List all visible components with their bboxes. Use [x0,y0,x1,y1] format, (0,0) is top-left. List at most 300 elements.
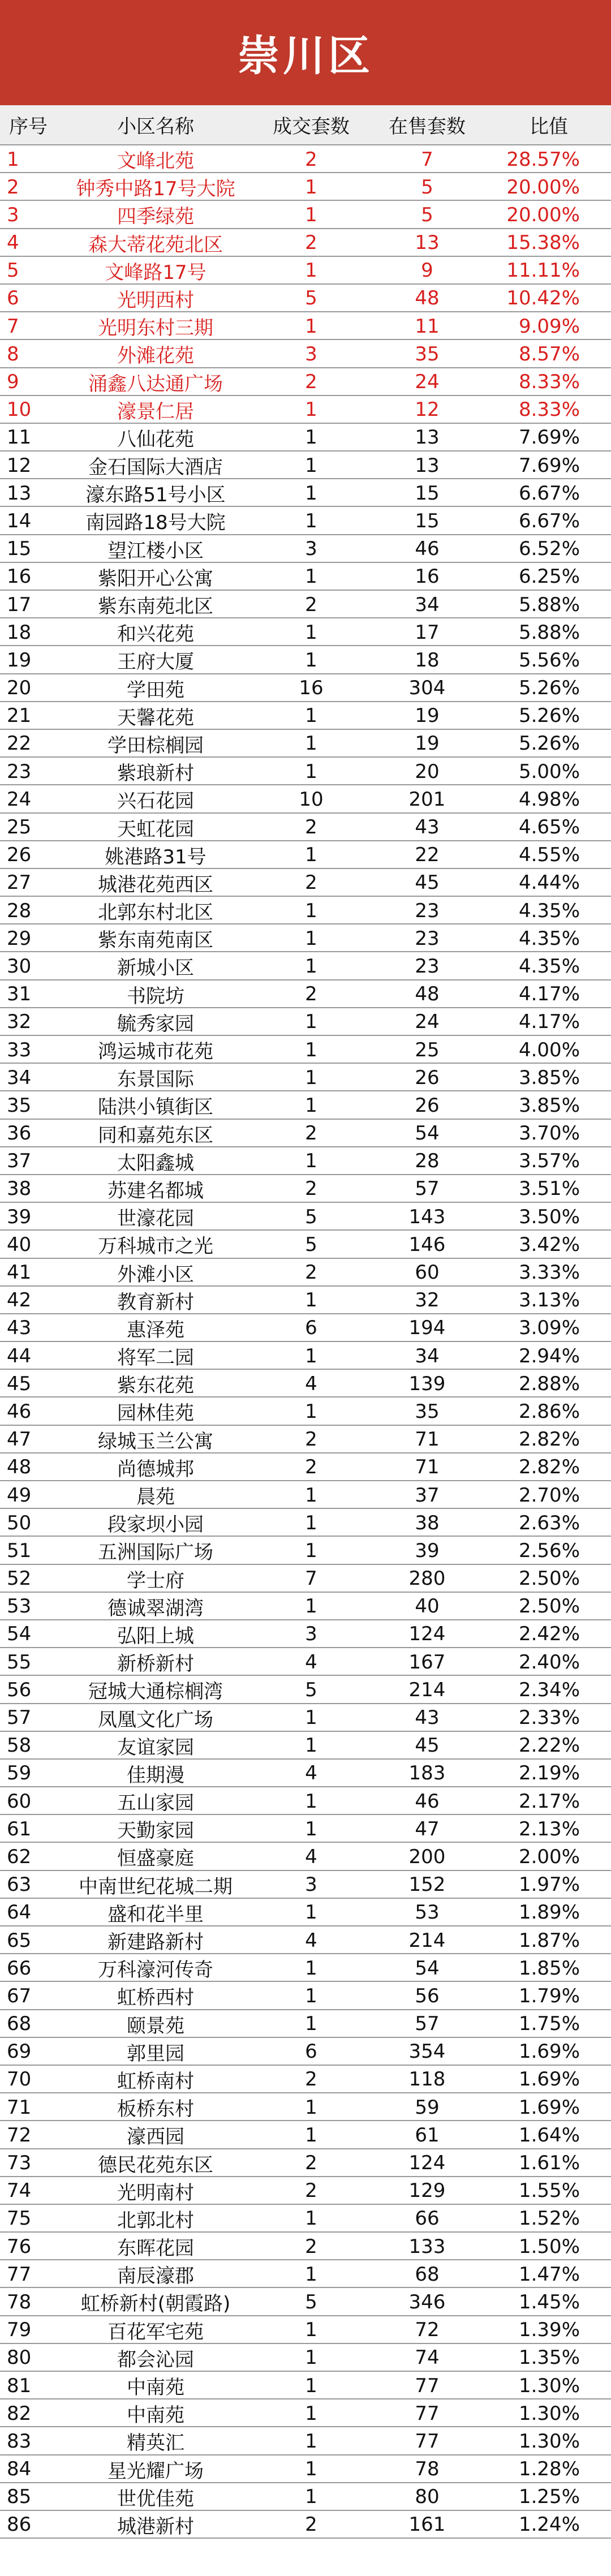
cell-deals: 1 [305,1790,317,1813]
cell-index: 70 [7,2068,32,2091]
table-row [0,201,611,229]
cell-deals: 16 [299,677,324,700]
cell-index: 77 [7,2263,32,2286]
table-row [0,451,611,479]
cell-community-name: 颐景苑 [127,2014,184,2037]
cell-index: 53 [7,1595,32,1618]
cell-ratio: 6.67% [518,509,580,532]
cell-listings: 57 [415,1177,440,1201]
cell-index: 39 [7,1205,32,1228]
cell-deals: 2 [305,231,317,255]
cell-community-name: 书院坊 [127,984,184,1008]
cell-ratio: 2.82% [518,1428,580,1451]
cell-deals: 1 [305,927,317,950]
cell-ratio: 3.85% [518,1066,580,1089]
cell-deals: 1 [305,1010,317,1034]
cell-ratio: 2.88% [518,1372,580,1395]
table-row [0,2038,611,2066]
cell-community-name: 郭里园 [127,2042,184,2065]
cell-listings: 20 [415,760,440,783]
table-row [0,173,611,201]
cell-community-name: 新桥新村 [117,1653,194,1676]
cell-community-name: 城港新村 [117,2515,194,2538]
cell-listings: 24 [415,371,440,393]
cell-index: 41 [7,1261,32,1284]
cell-deals: 5 [305,287,317,310]
table-row [0,2288,611,2316]
cell-index: 45 [7,1372,32,1395]
cell-listings: 34 [415,593,440,616]
table-row [0,1899,611,1926]
header-index: 序号 [9,115,48,138]
cell-community-name: 文峰路17号 [105,261,206,284]
table-row [0,758,611,785]
cell-ratio: 2.00% [518,1845,580,1868]
cell-deals: 1 [305,1066,317,1089]
cell-listings: 66 [415,2207,440,2230]
table-row [0,424,611,451]
table-row [0,2093,611,2121]
cell-deals: 1 [305,203,317,226]
cell-deals: 7 [305,1567,317,1590]
cell-index: 47 [7,1428,32,1451]
header-listings: 在售套数 [389,115,466,138]
cell-community-name: 新建路新村 [107,1931,204,1954]
cell-index: 62 [7,1845,32,1868]
cell-community-name: 和兴花苑 [117,623,194,646]
cell-community-name: 东景国际 [117,1068,194,1091]
cell-community-name: 光明南村 [117,2181,194,2204]
table-row [0,1287,611,1314]
table-row [0,618,611,646]
cell-listings: 80 [415,2485,440,2509]
cell-index: 80 [7,2346,32,2369]
cell-deals: 5 [305,1205,317,1228]
cell-ratio: 20.00% [506,203,580,226]
table-row [0,591,611,618]
cell-deals: 1 [305,426,317,449]
cell-ratio: 3.85% [518,1094,580,1117]
cell-listings: 11 [415,315,440,338]
cell-listings: 346 [408,2290,446,2313]
cell-deals: 1 [305,844,317,867]
cell-deals: 4 [305,1650,317,1674]
table-row [0,1091,611,1119]
cell-community-name: 万科濠河传奇 [98,1959,213,1982]
cell-community-name: 盛和花半里 [107,1903,204,1926]
header-community-name: 小区名称 [117,115,194,138]
cell-listings: 194 [408,1317,446,1340]
cell-deals: 4 [305,1929,317,1952]
cell-index: 64 [7,1901,32,1924]
table-row [0,869,611,897]
table-body [0,145,611,2539]
cell-index: 67 [7,1984,32,2007]
cell-deals: 1 [305,481,317,505]
table-row [0,1648,611,1676]
cell-index: 1 [7,148,19,171]
cell-index: 23 [7,760,32,783]
table-row [0,340,611,368]
cell-index: 21 [7,704,32,728]
cell-deals: 1 [305,648,317,672]
table-row [0,1453,611,1481]
cell-community-name: 虹桥西村 [117,1986,194,2010]
cell-deals: 5 [305,1233,317,1256]
cell-deals: 1 [305,1706,317,1729]
cell-index: 46 [7,1400,32,1423]
cell-deals: 2 [305,2179,317,2203]
table-row [0,145,611,173]
cell-index: 84 [7,2458,32,2481]
table-row [0,563,611,591]
cell-listings: 61 [415,2123,440,2147]
cell-ratio: 4.00% [518,1038,580,1061]
cell-ratio: 5.88% [518,621,580,644]
cell-listings: 37 [415,1483,440,1507]
cell-listings: 15 [415,481,440,505]
cell-community-name: 中南世纪花城二期 [79,1875,233,1898]
cell-listings: 35 [415,1400,440,1423]
header-ratio: 比值 [530,115,568,138]
cell-index: 35 [7,1094,32,1117]
cell-community-name: 北郭东村北区 [98,901,213,924]
cell-index: 24 [7,788,32,811]
cell-ratio: 5.26% [518,677,580,700]
cell-index: 60 [7,1790,32,1813]
table-row [0,1537,611,1564]
cell-community-name: 五山家园 [117,1792,194,1815]
cell-deals: 2 [305,148,317,171]
cell-ratio: 5.00% [518,760,580,783]
cell-community-name: 精英汇 [127,2432,184,2455]
cell-listings: 71 [415,1428,440,1451]
cell-deals: 3 [305,537,317,561]
cell-index: 65 [7,1929,32,1952]
cell-listings: 54 [415,1122,440,1145]
cell-community-name: 文峰北苑 [117,150,194,173]
cell-deals: 6 [305,2040,317,2063]
cell-deals: 5 [305,2290,317,2313]
cell-listings: 19 [415,704,440,728]
cell-community-name: 鸿运城市花苑 [98,1040,213,1063]
cell-community-name: 涌鑫八达通广场 [88,372,223,395]
cell-index: 56 [7,1678,32,1701]
cell-community-name: 德诚翠湖湾 [107,1597,204,1620]
cell-community-name: 弘阳上城 [117,1624,194,1648]
cell-index: 7 [7,315,19,338]
table-row [0,1008,611,1036]
cell-community-name: 友谊家园 [117,1736,194,1759]
cell-ratio: 5.26% [518,732,580,755]
cell-ratio: 3.42% [518,1233,580,1256]
cell-community-name: 天虹花园 [117,818,194,841]
cell-deals: 1 [305,1344,317,1367]
table-row [0,1760,611,1787]
cell-deals: 1 [305,1038,317,1061]
cell-index: 9 [7,371,19,393]
cell-ratio: 4.17% [518,983,580,1006]
cell-deals: 2 [305,983,317,1006]
cell-ratio: 4.98% [518,788,580,811]
cell-community-name: 万科城市之光 [98,1235,213,1258]
cell-listings: 35 [415,342,440,365]
cell-community-name: 虹桥新村(朝霞路) [80,2293,231,2316]
cell-ratio: 5.88% [518,593,580,616]
cell-community-name: 濠景仁居 [117,400,194,423]
cell-listings: 68 [415,2263,440,2286]
cell-community-name: 四季绿苑 [117,205,194,229]
cell-community-name: 望江楼小区 [107,539,204,562]
cell-deals: 1 [305,899,317,922]
cell-listings: 118 [408,2068,446,2091]
cell-index: 31 [7,983,32,1006]
table-row [0,1704,611,1732]
cell-index: 54 [7,1623,32,1646]
cell-ratio: 1.79% [518,1984,580,2007]
cell-ratio: 1.89% [518,1901,580,1924]
table-row [0,1732,611,1760]
cell-ratio: 1.69% [518,2040,580,2063]
cell-deals: 2 [305,1261,317,1284]
cell-community-name: 南辰濠郡 [117,2265,194,2288]
cell-deals: 1 [305,1150,317,1173]
cell-listings: 18 [415,648,440,672]
table-row [0,368,611,396]
cell-listings: 22 [415,844,440,867]
cell-ratio: 2.33% [518,1706,580,1729]
cell-ratio: 5.26% [518,704,580,728]
cell-community-name: 紫阳开心公寓 [98,567,213,590]
cell-listings: 46 [415,537,440,561]
cell-index: 33 [7,1038,32,1061]
cell-index: 32 [7,1010,32,1034]
table-row [0,1426,611,1453]
cell-community-name: 光明东村三期 [98,317,213,340]
table-row [0,1481,611,1509]
cell-deals: 1 [305,565,317,588]
ranking-table [0,105,611,2539]
cell-listings: 72 [415,2319,440,2342]
cell-deals: 4 [305,1845,317,1868]
cell-deals: 1 [305,2207,317,2230]
cell-community-name: 紫东花苑 [117,1374,194,1397]
table-row [0,1036,611,1064]
table-row [0,1259,611,1287]
cell-index: 18 [7,621,32,644]
cell-ratio: 1.47% [518,2263,580,2286]
cell-ratio: 6.67% [518,481,580,505]
cell-deals: 1 [305,315,317,338]
table-row [0,1565,611,1593]
cell-ratio: 1.55% [518,2179,580,2203]
cell-index: 25 [7,816,32,838]
cell-ratio: 15.38% [506,231,580,255]
table-row [0,2316,611,2344]
cell-ratio: 1.35% [518,2346,580,2369]
cell-community-name: 中南苑 [127,2376,184,2399]
cell-listings: 200 [408,1845,446,1868]
cell-deals: 1 [305,1595,317,1618]
cell-deals: 6 [305,1317,317,1340]
cell-ratio: 1.30% [518,2429,580,2453]
cell-index: 68 [7,2012,32,2036]
table-row [0,1370,611,1397]
cell-deals: 1 [305,259,317,282]
cell-ratio: 2.70% [518,1483,580,1507]
header-deals: 成交套数 [273,115,350,138]
cell-index: 57 [7,1706,32,1729]
table-row [0,674,611,702]
cell-listings: 71 [415,1456,440,1479]
cell-community-name: 濠东路51号小区 [85,484,226,507]
cell-deals: 1 [305,1901,317,1924]
cell-listings: 5 [421,175,433,199]
cell-listings: 9 [421,259,433,282]
cell-listings: 26 [415,1066,440,1089]
cell-ratio: 2.42% [518,1623,580,1646]
cell-listings: 19 [415,732,440,755]
cell-listings: 34 [415,1344,440,1367]
table-row [0,507,611,535]
cell-community-name: 苏建名都城 [107,1179,204,1202]
cell-index: 72 [7,2123,32,2147]
table-row [0,312,611,340]
cell-ratio: 3.51% [518,1177,580,1201]
table-row [0,1593,611,1620]
cell-deals: 1 [305,454,317,477]
table-row [0,1231,611,1258]
cell-ratio: 2.34% [518,1678,580,1701]
cell-deals: 4 [305,1762,317,1785]
cell-index: 50 [7,1511,32,1534]
cell-community-name: 学士府 [127,1569,184,1592]
cell-ratio: 7.69% [518,426,580,449]
cell-community-name: 钟秀中路17号大院 [76,178,235,201]
cell-index: 66 [7,1956,32,1980]
cell-listings: 146 [408,1233,446,1256]
cell-listings: 48 [415,287,440,310]
table-row [0,1620,611,1648]
cell-index: 86 [7,2513,32,2536]
cell-listings: 23 [415,927,440,950]
cell-community-name: 陆洪小镇街区 [98,1096,213,1119]
cell-ratio: 4.17% [518,1010,580,1034]
cell-deals: 2 [305,816,317,838]
cell-deals: 1 [305,2485,317,2509]
cell-ratio: 3.09% [518,1317,580,1340]
cell-ratio: 1.28% [518,2458,580,2481]
table-row [0,2066,611,2093]
cell-listings: 48 [415,983,440,1006]
cell-ratio: 3.13% [518,1289,580,1312]
cell-listings: 56 [415,1984,440,2007]
table-row [0,2260,611,2288]
cell-ratio: 2.17% [518,1790,580,1813]
cell-index: 16 [7,565,32,588]
cell-index: 5 [7,259,19,282]
cell-ratio: 2.40% [518,1650,580,1674]
cell-index: 20 [7,677,32,700]
cell-deals: 2 [305,2068,317,2091]
table-row [0,479,611,507]
table-row [0,1676,611,1704]
cell-listings: 23 [415,899,440,922]
cell-index: 44 [7,1344,32,1367]
cell-community-name: 绿城玉兰公寓 [98,1430,213,1453]
cell-index: 43 [7,1317,32,1340]
table-row [0,229,611,257]
cell-listings: 57 [415,2012,440,2036]
cell-ratio: 2.94% [518,1344,580,1367]
table-row [0,1843,611,1870]
table-row [0,2427,611,2455]
cell-community-name: 同和嘉苑东区 [98,1124,213,1147]
cell-community-name: 学田苑 [127,678,184,702]
table-row [0,1342,611,1370]
cell-listings: 24 [415,1010,440,1034]
cell-listings: 60 [415,1261,440,1284]
cell-deals: 1 [305,2263,317,2286]
cell-index: 19 [7,648,32,672]
table-row [0,980,611,1008]
cell-ratio: 4.65% [518,816,580,838]
cell-community-name: 五洲国际广场 [98,1541,213,1564]
cell-ratio: 1.39% [518,2319,580,2342]
cell-deals: 1 [305,732,317,755]
cell-index: 51 [7,1539,32,1562]
table-row [0,952,611,980]
table-row [0,785,611,813]
cell-listings: 280 [408,1567,446,1590]
cell-community-name: 金石国际大酒店 [88,456,223,479]
cell-ratio: 1.69% [518,2068,580,2091]
cell-listings: 53 [415,1901,440,1924]
cell-deals: 2 [305,2235,317,2258]
cell-community-name: 天勤家园 [117,1820,194,1843]
cell-community-name: 恒盛豪庭 [117,1847,194,1870]
cell-deals: 3 [305,342,317,365]
table-row [0,1871,611,1899]
table-row [0,2121,611,2149]
cell-ratio: 7.69% [518,454,580,477]
cell-community-name: 城港花苑西区 [98,873,213,896]
cell-listings: 5 [421,203,433,226]
cell-listings: 59 [415,2096,440,2119]
cell-deals: 2 [305,1177,317,1201]
cell-ratio: 1.45% [518,2290,580,2313]
cell-ratio: 1.75% [518,2012,580,2036]
cell-community-name: 姚港路31号 [105,845,206,868]
cell-ratio: 1.97% [518,1873,580,1896]
cell-deals: 1 [305,2096,317,2119]
cell-listings: 129 [408,2179,446,2203]
cell-ratio: 1.50% [518,2235,580,2258]
cell-listings: 214 [408,1929,446,1952]
cell-community-name: 森大蒂花苑北区 [88,233,223,256]
cell-listings: 167 [408,1650,446,1674]
cell-community-name: 光明西村 [117,289,194,312]
cell-community-name: 外滩花苑 [117,345,194,368]
cell-community-name: 中南苑 [127,2404,184,2427]
cell-index: 83 [7,2429,32,2453]
cell-index: 49 [7,1483,32,1507]
cell-community-name: 尚德城邦 [117,1457,194,1481]
cell-ratio: 8.57% [518,342,580,365]
cell-ratio: 2.13% [518,1817,580,1840]
cell-index: 34 [7,1066,32,1089]
cell-ratio: 4.35% [518,899,580,922]
